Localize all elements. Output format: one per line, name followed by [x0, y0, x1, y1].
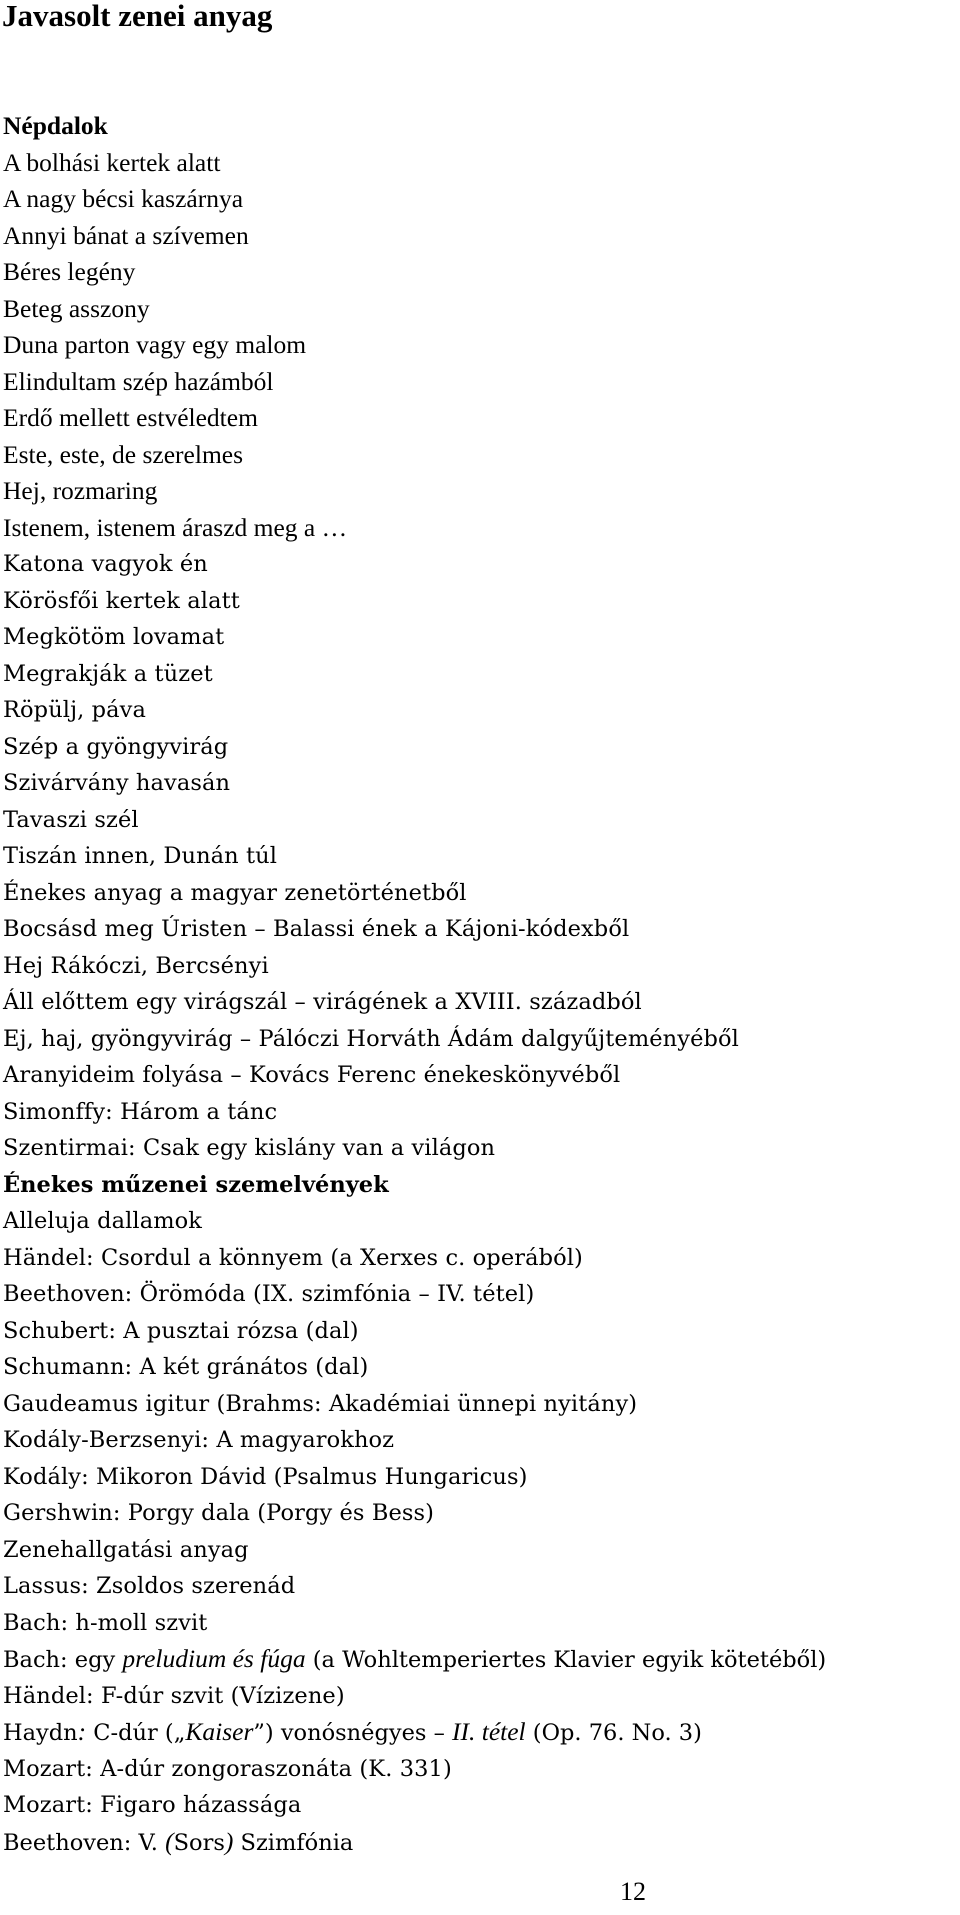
list-item: Aranyideim folyása – Kovács Ferenc énekeskönyvéből [3, 1062, 621, 1088]
section-heading-art-songs: Énekes műzenei szemelvények [3, 1171, 389, 1198]
list-item: Hej Rákóczi, Bercsényi [3, 952, 269, 979]
list-item: Körösfői kertek alatt [3, 587, 240, 614]
list-item: Bach: h-moll szvit [3, 1609, 208, 1636]
list-item: Elindultam szép hazámból [3, 366, 274, 396]
list-item: Händel: Csordul a könnyem (a Xerxes c. operából) [3, 1244, 583, 1271]
list-item: Megrakják a tüzet [3, 660, 213, 687]
list-item: A nagy bécsi kaszárnya [3, 184, 244, 213]
list-item: Bocsásd meg Úristen – Balassi ének a Kájoni-kódexből [3, 916, 630, 942]
list-item: Lassus: Zsoldos szerenád [3, 1573, 296, 1599]
beethoven-middle: Sors [173, 1829, 225, 1856]
bach-wtc-italic: preludium és fúga [122, 1644, 306, 1673]
list-item-beethoven [3, 1824, 958, 1861]
list-item: Beteg asszony [3, 293, 150, 323]
list-item: Istenem, istenem áraszd meg a … [3, 512, 348, 542]
beethoven-suffix: Szimfónia [233, 1829, 354, 1856]
list-item: Duna parton vagy egy malom [3, 330, 307, 359]
bach-wtc-suffix: (a Wohltemperiertes Klavier egyik kötetéből) [305, 1647, 827, 1673]
list-item: Ej, haj, gyöngyvirág – Pálóczi Horváth Ádám dalgyűjteményéből [3, 1025, 739, 1052]
list-item: Béres legény [3, 257, 136, 286]
list-item-haydn [3, 1714, 958, 1751]
list-item: Este, este, de szerelmes [3, 439, 244, 469]
haydn-italic-part: II. tétel [452, 1717, 526, 1746]
list-item: Händel: F-dúr szvit (Vízizene) [3, 1682, 345, 1709]
list-item: Erdő mellett estvéledtem [3, 403, 258, 432]
page-number: 12 [620, 1877, 646, 1906]
list-item: Annyi bánat a szívemen [3, 220, 249, 250]
list-item: Simonffy: Három a tánc [3, 1098, 278, 1125]
beethoven-paren-open: ( [165, 1826, 174, 1856]
list-item: Katona vagyok én [3, 551, 208, 577]
haydn-suffix: (Op. 76. No. 3) [525, 1720, 702, 1746]
haydn-colon: : [77, 1717, 87, 1746]
document-body [3, 108, 958, 1860]
haydn-after-name: ”) vonósnégyes – [253, 1720, 453, 1746]
list-item: Schubert: A pusztai rózsa (dal) [3, 1317, 359, 1344]
haydn-italic-name: Kaiser [185, 1717, 254, 1746]
list-item: Tiszán innen, Dunán túl [3, 843, 278, 869]
section-heading-listening: Zenehallgatási anyag [3, 1536, 249, 1563]
beethoven-prefix: Beethoven: V. [3, 1829, 166, 1856]
list-item: Szép a gyöngyvirág [3, 733, 229, 760]
list-item: Megkötöm lovamat [3, 624, 225, 650]
list-item: Szentirmai: Csak egy kislány van a világon [3, 1135, 496, 1161]
bach-wtc-prefix: Bach: egy [3, 1647, 123, 1673]
list-item: Mozart: Figaro házassága [3, 1792, 302, 1818]
list-item: A bolhási kertek alatt [3, 147, 221, 177]
haydn-middle: C-dúr („ [86, 1720, 186, 1746]
list-item: Kodály-Berzsenyi: A magyarokhoz [3, 1427, 395, 1453]
list-item: Gershwin: Porgy dala (Porgy és Bess) [3, 1500, 435, 1526]
list-item: Szivárvány havasán [3, 770, 231, 796]
list-item-bach-wtc [3, 1641, 958, 1678]
list-item: Mozart: A-dúr zongoraszonáta (K. 331) [3, 1755, 452, 1782]
section-heading-history: Énekes anyag a magyar zenetörténetből [3, 879, 467, 906]
list-item: Röpülj, páva [3, 697, 147, 723]
list-item: Beethoven: Örömóda (IX. szimfónia – IV. tétel) [3, 1281, 535, 1307]
section-heading-folk-songs: Népdalok [3, 111, 108, 140]
page-title: Javasolt zenei anyag [2, 0, 273, 33]
haydn-prefix: Haydn [3, 1720, 78, 1746]
list-item: Kodály: Mikoron Dávid (Psalmus Hungaricus) [3, 1463, 528, 1490]
list-item: Tavaszi szél [3, 806, 139, 833]
list-item: Hej, rozmaring [3, 476, 158, 505]
list-item: Schumann: A két gránátos (dal) [3, 1354, 369, 1380]
list-item: Alleluja dallamok [3, 1208, 203, 1234]
list-item: Gaudeamus igitur (Brahms: Akadémiai ünnepi nyitány) [3, 1390, 638, 1417]
list-item: Áll előttem egy virágszál – virágének a XVIII. századból [3, 989, 642, 1015]
beethoven-paren-close: ) [224, 1826, 234, 1856]
